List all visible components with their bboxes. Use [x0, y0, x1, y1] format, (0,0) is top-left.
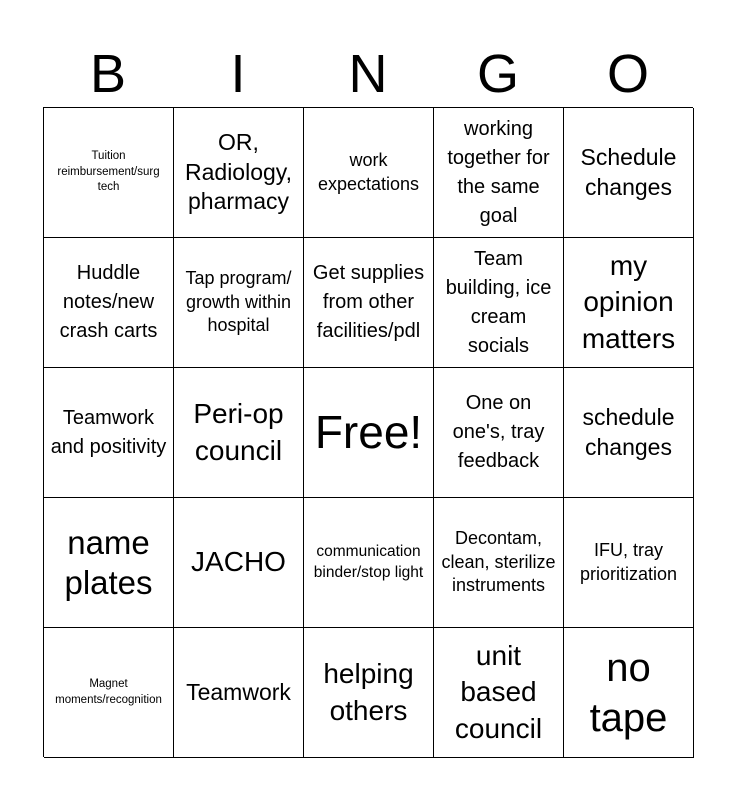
- header-letter-i: I: [230, 44, 246, 104]
- bingo-cell-r2c4[interactable]: [434, 238, 564, 368]
- bingo-cell-r5c2[interactable]: [174, 628, 304, 758]
- free-space-text: Free!: [314, 406, 423, 459]
- cell-text: communication binder/stop light: [313, 542, 424, 581]
- cell-text: Huddle notes/new crash carts: [59, 262, 158, 342]
- cell-text: Schedule changes: [580, 143, 677, 200]
- bingo-cell-r2c2[interactable]: [174, 238, 304, 368]
- bingo-cell-r5c4[interactable]: [434, 628, 564, 758]
- cell-text: IFU, tray prioritization: [579, 540, 678, 584]
- bingo-cell-r4c5[interactable]: [564, 498, 694, 628]
- cell-text: name plates: [64, 523, 153, 601]
- bingo-cell-r2c3[interactable]: [304, 238, 434, 368]
- cell-text: Decontam, clean, sterilize instruments: [441, 528, 556, 596]
- cell-text: no tape: [589, 645, 668, 740]
- bingo-cell-r5c5[interactable]: [564, 628, 694, 758]
- bingo-cell-r4c2[interactable]: [174, 498, 304, 628]
- header-letter-o: O: [606, 44, 649, 104]
- bingo-cell-r1c1[interactable]: [44, 108, 174, 238]
- cell-text: working together for the same goal: [447, 117, 550, 227]
- cell-text: Tuition reimbursement/surg tech: [57, 150, 160, 194]
- cell-text: Magnet moments/recognition: [55, 677, 162, 706]
- header-letter-n: N: [348, 44, 388, 104]
- bingo-cell-r1c2[interactable]: [174, 108, 304, 238]
- bingo-header: [43, 42, 693, 106]
- cell-text: One on one's, tray feedback: [452, 392, 545, 472]
- bingo-cell-r4c1[interactable]: [44, 498, 174, 628]
- bingo-cell-r4c3[interactable]: [304, 498, 434, 628]
- header-letter-g: G: [476, 44, 519, 104]
- cell-text: Teamwork and positivity: [50, 406, 167, 458]
- cell-text: JACHO: [191, 546, 286, 578]
- bingo-cell-r3c1[interactable]: [44, 368, 174, 498]
- cell-text: Tap program/ growth within hospital: [185, 268, 292, 336]
- cell-text: Teamwork: [186, 678, 291, 705]
- cell-text: Peri-op council: [193, 398, 284, 466]
- cell-text: my opinion matters: [581, 249, 676, 354]
- bingo-cell-free-space[interactable]: [304, 368, 434, 498]
- cell-text: work expectations: [317, 150, 420, 194]
- bingo-cell-r5c3[interactable]: [304, 628, 434, 758]
- cell-text: Get supplies from other facilities/pdl: [312, 262, 425, 342]
- cell-text: Team building, ice cream socials: [445, 247, 552, 357]
- cell-text: OR, Radiology, pharmacy: [185, 128, 292, 215]
- bingo-cell-r2c1[interactable]: [44, 238, 174, 368]
- bingo-cell-r2c5[interactable]: [564, 238, 694, 368]
- bingo-cell-r3c4[interactable]: [434, 368, 564, 498]
- cell-text: schedule changes: [582, 403, 675, 460]
- cell-text: unit based council: [454, 639, 543, 744]
- bingo-cell-r5c1[interactable]: [44, 628, 174, 758]
- bingo-cell-r3c2[interactable]: [174, 368, 304, 498]
- cell-text: helping others: [323, 658, 414, 726]
- bingo-board: [43, 107, 693, 757]
- bingo-cell-r4c4[interactable]: [434, 498, 564, 628]
- bingo-cell-r3c5[interactable]: [564, 368, 694, 498]
- bingo-cell-r1c4[interactable]: [434, 108, 564, 238]
- bingo-cell-r1c3[interactable]: [304, 108, 434, 238]
- header-letter-b: B: [89, 44, 127, 104]
- bingo-cell-r1c5[interactable]: [564, 108, 694, 238]
